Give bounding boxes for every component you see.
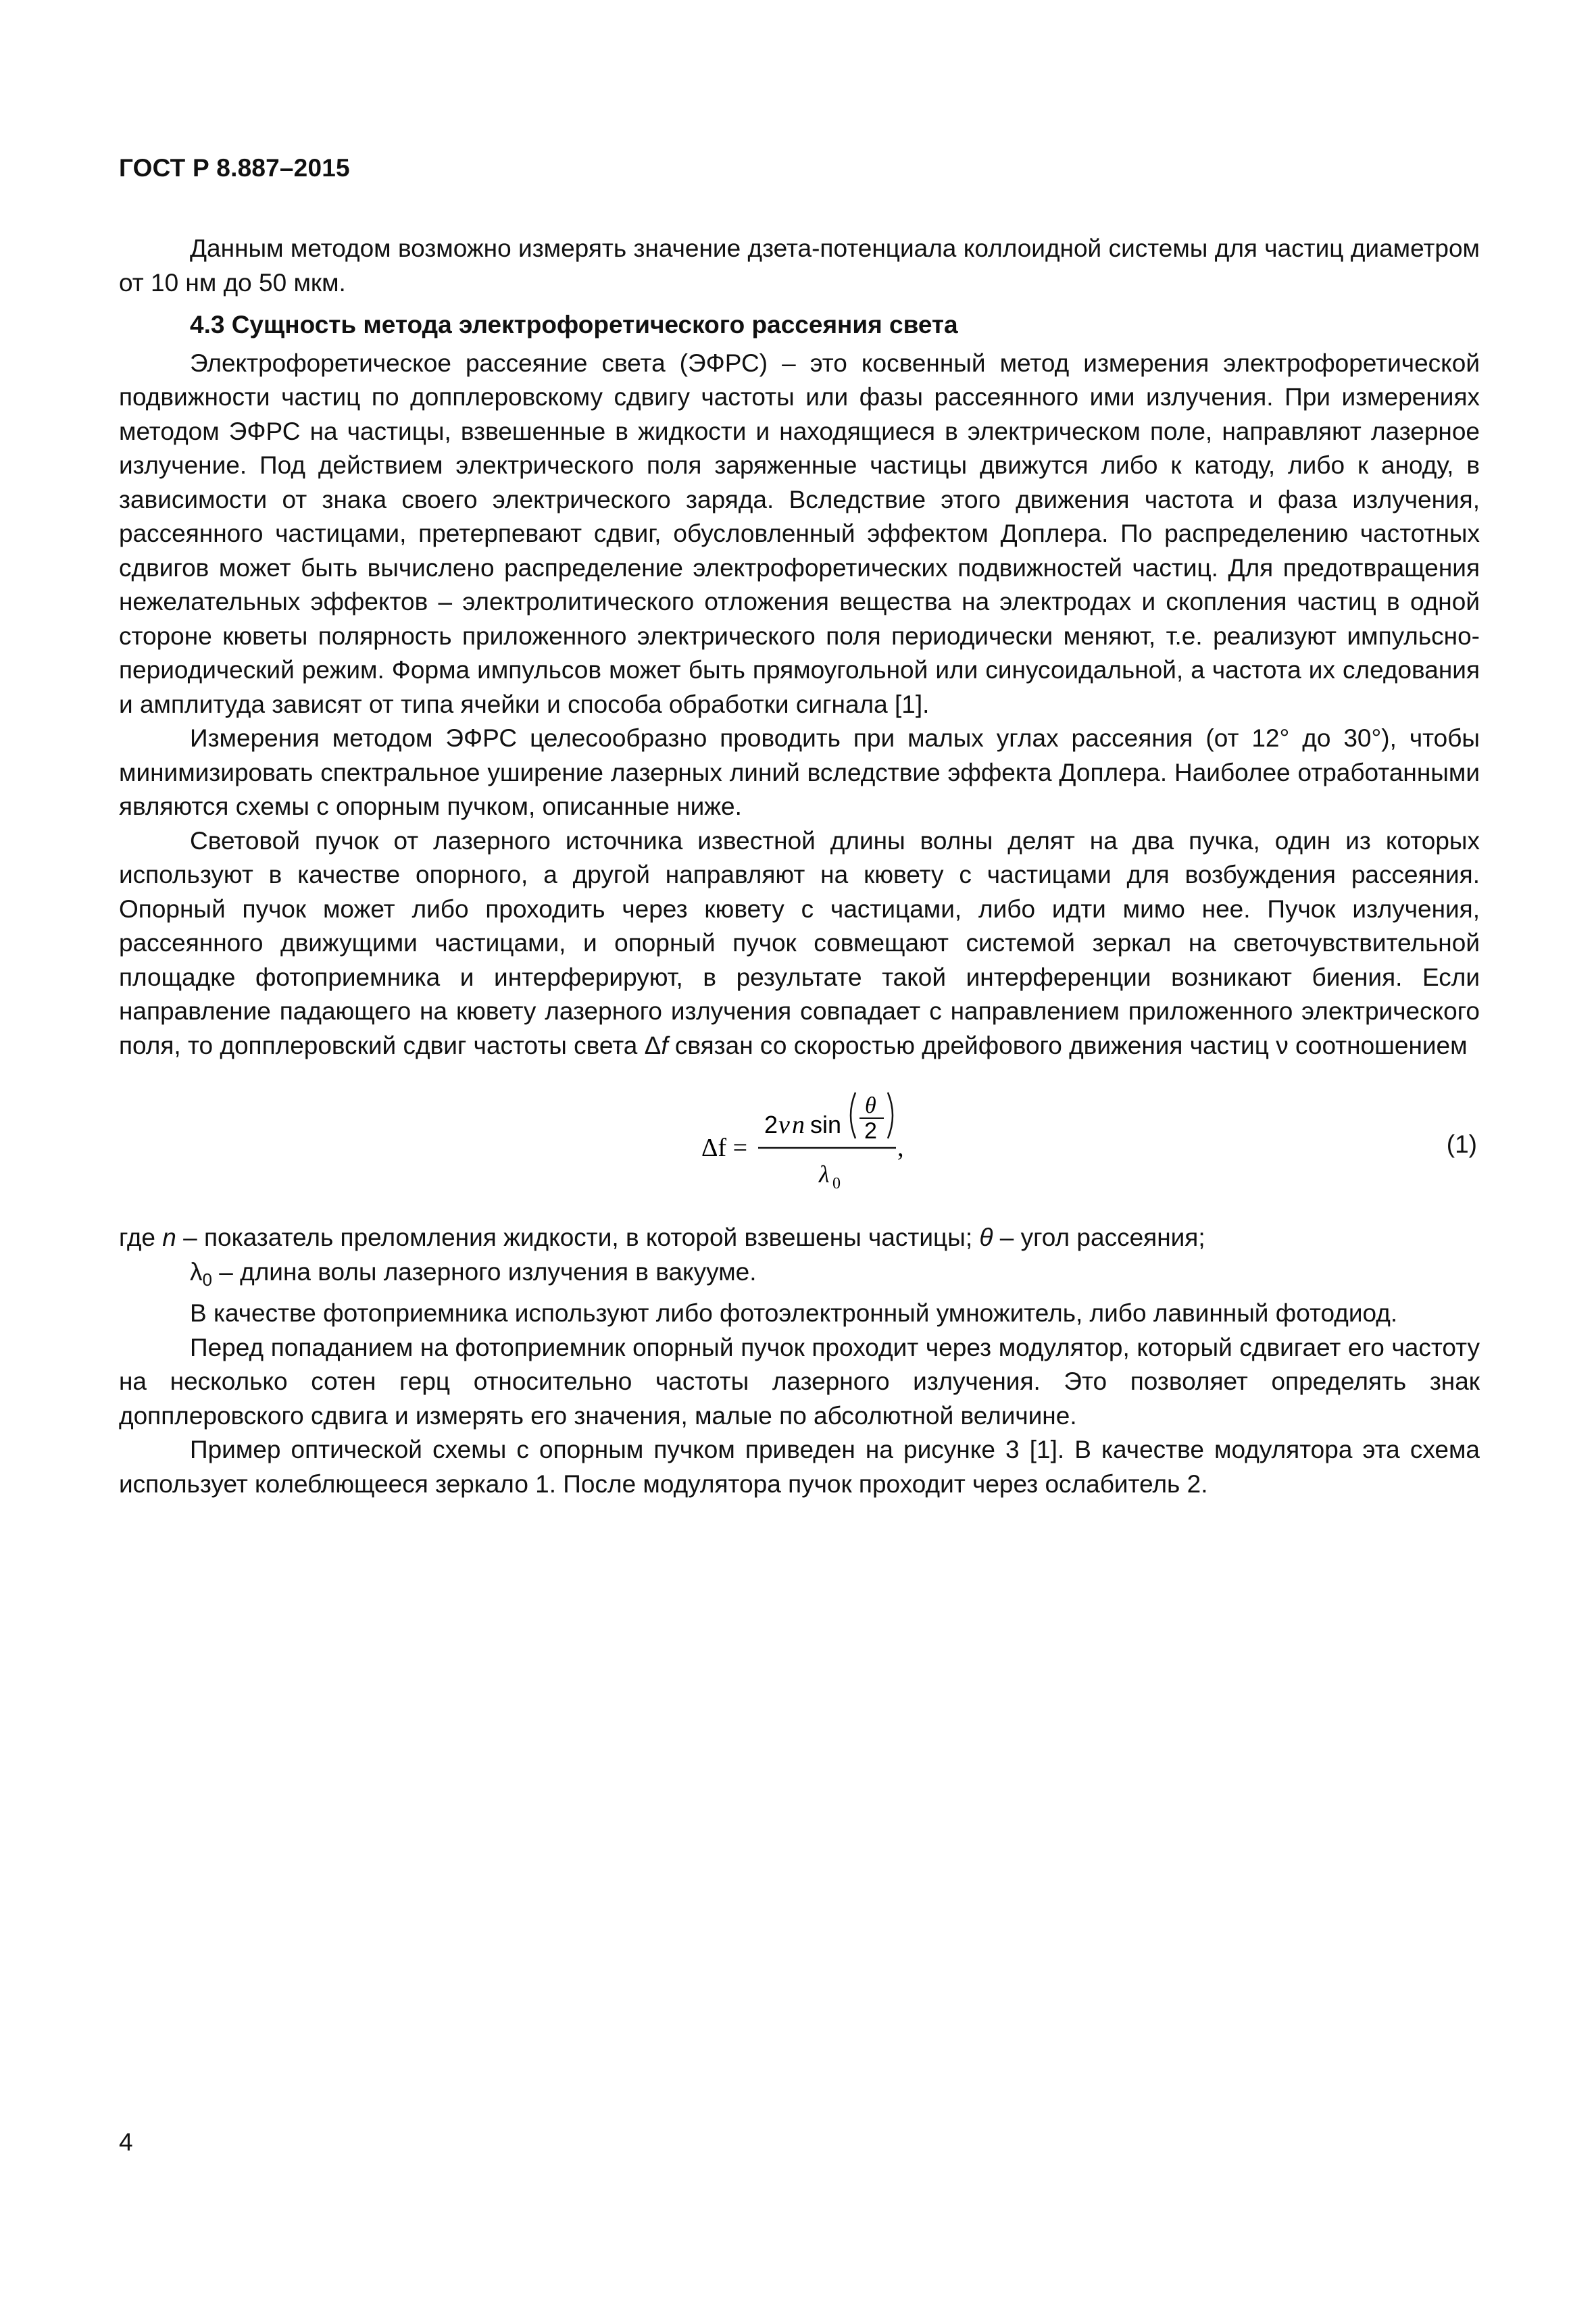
text-run: – показатель преломления жидкости, в которой взвешены частицы; (176, 1224, 980, 1251)
paragraph-measurement-angles: Измерения методом ЭФРС целесообразно проводить при малых углах рассеяния (от 12° до 30°), чтобы минимизировать спектральное уширение лазерных линий вследствие эффекта Доплера. Наиболее отработанными являются схемы с опорным пучком, описанные ниже. (119, 724, 1480, 820)
n-variable: n (162, 1224, 176, 1251)
section-title: 4.3 Сущность метода электрофоретического рассеяния света (190, 311, 958, 338)
f-variable: f (661, 1031, 668, 1059)
paragraph-optical-scheme: Пример оптической схемы с опорным пучком приведен на рисунке 3 [1]. В качестве модулятора эта схема использует колеблющееся зеркало 1. После модулятора пучок проходит через ослабитель 2. (119, 1436, 1480, 1498)
standard-header: ГОСТ Р 8.887–2015 (119, 154, 350, 182)
text-run: Световой пучок от лазерного источника известной длины волны делят на два пучка, один из которых используют в качестве опорного, а другой направляют на кювету с частицами для возбуждения рассеяния. Опорный пучок может либо проходить через кювету с частицами, либо идти мимо нее. Пучок излучения, рассеянного движущими частицами, и опорный пучок совмещают системой зеркал на светочувствительной площадке фотоприемника и интерферируют, в результате такой интерференции возникают биения. Если направление падающего на кювету лазерного излучения совпадает с направлением приложенного электрического поля, то допплеровский сдвиг частоты света (119, 826, 1480, 1059)
theta-symbol: θ (865, 1093, 876, 1118)
formula-number: (1) (1446, 1130, 1477, 1158)
left-paren (851, 1092, 855, 1138)
text-run: соотношением (1288, 1031, 1468, 1059)
paragraph-photodetector: В качестве фотоприемника используют либо фотоэлектронный умножитель, либо лавинный фотодиод. (190, 1299, 1398, 1327)
formula-lhs: Δf = (701, 1134, 748, 1162)
numerator-n: n (792, 1111, 805, 1139)
paragraph-reference-beam (119, 824, 1480, 1063)
denominator-subscript: 0 (832, 1175, 841, 1192)
text-run: где (119, 1224, 163, 1251)
lambda-subscript: 0 (202, 1269, 212, 1290)
right-paren (888, 1092, 893, 1138)
denominator-lambda: λ (819, 1161, 830, 1188)
lambda-symbol: λ (190, 1257, 203, 1286)
page-number: 4 (119, 2128, 133, 2156)
text-run: – длина волы лазерного излучения в вакууме. (211, 1257, 757, 1286)
theta-variable: θ (979, 1224, 993, 1251)
delta-symbol: Δ (644, 1031, 662, 1059)
numerator-two: 2 (764, 1111, 778, 1138)
formula-comma: , (897, 1134, 904, 1162)
paragraph-lambda (119, 1255, 1480, 1297)
numerator-sin: sin (810, 1111, 842, 1138)
document-body (119, 232, 1480, 1501)
doppler-formula (119, 1072, 1480, 1221)
paragraph-where (119, 1221, 1480, 1255)
numerator-nu: ν (778, 1111, 790, 1139)
formula-block (119, 1072, 1480, 1221)
text-run: связан со скоростью дрейфового движения частиц (668, 1031, 1276, 1059)
paragraph-modulator: Перед попаданием на фотоприемник опорный пучок проходит через модулятор, который сдвигает его частоту на несколько сотен герц относительно частоты лазерного излучения. Это позволяет определять знак допплеровского сдвига и измерять его значения, малые по абсолютной величине. (119, 1333, 1480, 1430)
nu-symbol: ν (1276, 1031, 1289, 1059)
paragraph-intro: Данным методом возможно измерять значение дзета-потенциала коллоидной системы для частиц диаметром от 10 нм до 50 мкм. (119, 234, 1480, 297)
paragraph-efrs-definition: Электрофоретическое рассеяние света (ЭФРС) – это косвенный метод измерения электрофоретической подвижности частиц по допплеровскому сдвигу частоты или фазы рассеянного ими излучения. При измерениях методом ЭФРС на частицы, взвешенные в жидкости и находящиеся в электрическом поле, направляют лазерное излучение. Под действием электрического поля заряженные частицы движутся либо к катоду, либо к аноду, в зависимости от знака своего электрического заряда. Вследствие этого движения частота и фаза излучения, рассеянного частицами, претерпевают сдвиг, обусловленный эффектом Доплера. По распределению частотных сдвигов может быть вычислено распределение электрофоретических подвижностей частиц. Для предотвращения нежелательных эффектов – электролитического отложения вещества на электродах и скопления частиц в одной стороне кюветы полярность приложенного электрического поля периодически меняют, т.е. реализуют импульсно-периодический режим. Форма импульсов может быть прямоугольной или синусоидальной, а частота их следования и амплитуда зависят от типа ячейки и способа обработки сигнала [1]. (119, 349, 1480, 718)
text-run: – угол рассеяния; (993, 1224, 1205, 1251)
inner-two: 2 (864, 1118, 877, 1144)
